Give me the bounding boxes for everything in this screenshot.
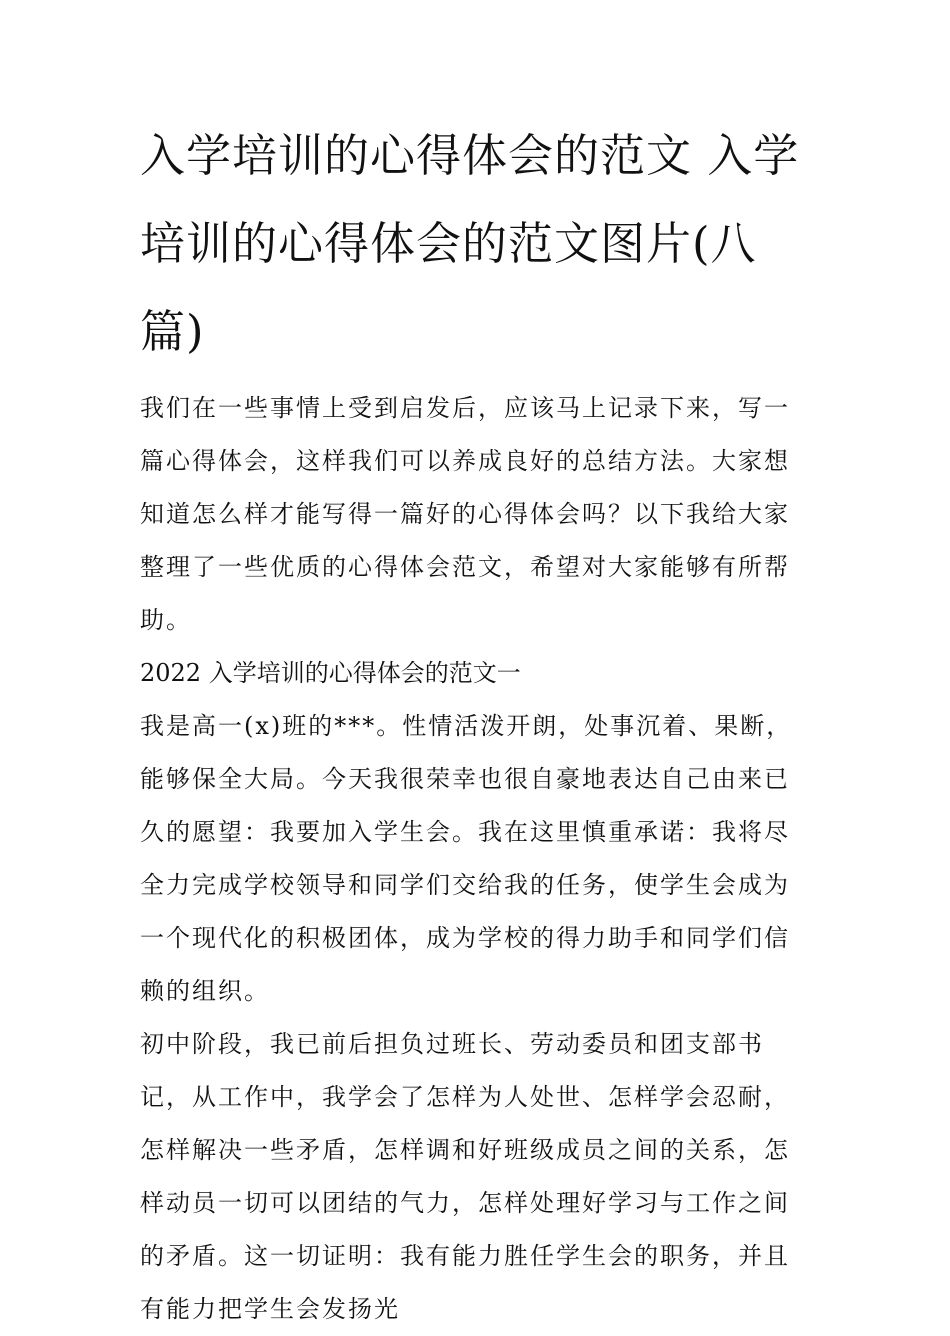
document-page (140, 112, 815, 1336)
section-heading: 2022 入学培训的心得体会的范文一 (140, 659, 521, 687)
body-paragraph: 我是高一(x)班的***。性情活泼开朗，处事沉着、果断，能够保全大局。今天我很荣幸也很自豪地表达自己由来已久的愿望：我要加入学生会。我在这里慎重承诺：我将尽全力完成学校领导和同学们交给我的任务，使学生会成为一个现代化的积极团体，成为学校的得力助手和同学们信赖的组织。 (140, 712, 793, 1005)
intro-paragraph: 我们在一些事情上受到启发后，应该马上记录下来，写一篇心得体会，这样我们可以养成良好的总结方法。大家想知道怎么样才能写得一篇好的心得体会吗？以下我给大家整理了一些优质的心得体会范文，希望对大家能够有所帮助。 (140, 394, 790, 634)
document-title: 入学培训的心得体会的范文 入学培训的心得体会的范文图片(八篇) (140, 129, 800, 358)
body-paragraph: 初中阶段，我已前后担负过班长、劳动委员和团支部书记，从工作中，我学会了怎样为人处世、怎样学会忍耐，怎样解决一些矛盾，怎样调和好班级成员之间的关系，怎样动员一切可以团结的气力，怎样处理好学习与工作之间的矛盾。这一切证明：我有能力胜任学生会的职务，并且有能力把学生会发扬光 (140, 1030, 790, 1323)
